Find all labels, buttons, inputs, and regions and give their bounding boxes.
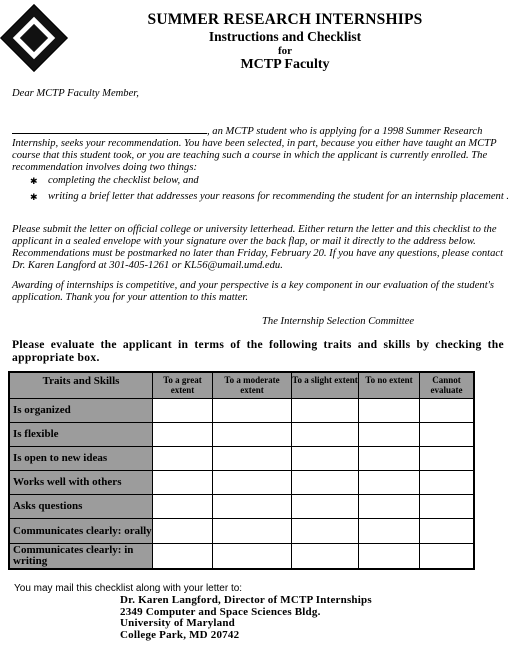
checkbox-cell[interactable]: [153, 399, 213, 423]
checkbox-cell[interactable]: [292, 471, 359, 495]
submission-paragraph: Please submit the letter on official college or university letterhead. Either return the letter and this checklist to the applicant in a sealed envelope with your signature over the back flap, or mail it directly to the address below. Recommendations must be postmarked no later than Friday, February 20. If you have any questions, please contact Dr. Karen Langford at 301-405-1261 or KL56@umail.umd.edu.: [12, 224, 504, 271]
title-connector: for: [277, 45, 293, 57]
checkbox-cell[interactable]: [420, 495, 475, 519]
table-row: [9, 544, 474, 569]
checkbox-cell[interactable]: [213, 399, 292, 423]
checkbox-cell[interactable]: [292, 423, 359, 447]
checklist-instruction: Please evaluate the applicant in terms of the following traits and skills by checking the appropriate box.: [12, 338, 504, 364]
checkbox-cell[interactable]: [292, 544, 359, 569]
intro-paragraph: [12, 124, 514, 174]
table-row: [9, 423, 474, 447]
column-header-traits: Traits and Skills: [9, 372, 153, 399]
trait-label: Is organized: [9, 399, 153, 423]
address-line: Dr. Karen Langford, Director of MCTP Internships: [120, 594, 372, 606]
column-header-slight: To a slight extent: [292, 372, 359, 399]
table-header-row: [9, 372, 474, 399]
mctp-logo: [0, 4, 68, 72]
bullet-icon: ✱: [30, 192, 38, 202]
salutation: Dear MCTP Faculty Member,: [12, 88, 139, 99]
task-list-item: ✱ completing the checklist below, and: [30, 175, 199, 186]
checkbox-cell[interactable]: [292, 447, 359, 471]
checkbox-cell[interactable]: [292, 399, 359, 423]
checkbox-cell[interactable]: [153, 471, 213, 495]
checkbox-cell[interactable]: [420, 471, 475, 495]
checkbox-cell[interactable]: [359, 519, 420, 544]
table-row: [9, 495, 474, 519]
document-subtitle: Instructions and Checklist: [208, 29, 362, 44]
checkbox-cell[interactable]: [359, 423, 420, 447]
checkbox-cell[interactable]: [213, 519, 292, 544]
checkbox-cell[interactable]: [213, 471, 292, 495]
table-row: [9, 471, 474, 495]
checkbox-cell[interactable]: [213, 447, 292, 471]
checkbox-cell[interactable]: [420, 519, 475, 544]
trait-label: Is flexible: [9, 423, 153, 447]
checkbox-cell[interactable]: [359, 447, 420, 471]
checkbox-cell[interactable]: [153, 495, 213, 519]
checkbox-cell[interactable]: [359, 399, 420, 423]
intro-paragraph-text: , an MCTP student who is applying for a 1998 Summer Research Internship, seeks your recommendation. You have been selected, in part, because you either have taught an MCTP course that this student took, or you are teaching such a course in which the applicant is currently enrolled. The recommendation involves doing two things:: [12, 126, 497, 173]
checkbox-cell[interactable]: [420, 399, 475, 423]
trait-label: Is open to new ideas: [9, 447, 153, 471]
address-line: University of Maryland: [120, 617, 236, 629]
trait-label: Communicates clearly: in writing: [9, 544, 153, 569]
address-line: 2349 Computer and Space Sciences Bldg.: [120, 605, 321, 618]
table-row: [9, 519, 474, 544]
checkbox-cell[interactable]: [153, 544, 213, 569]
column-header-moderate: To a moderate extent: [213, 372, 292, 399]
table-row: [9, 399, 474, 423]
checkbox-cell[interactable]: [213, 544, 292, 569]
checkbox-cell[interactable]: [153, 423, 213, 447]
checkbox-cell[interactable]: [292, 495, 359, 519]
closing-paragraph: Awarding of internships is competitive, and your perspective is a key component in our evaluation of the student's application. Thank you for your attention to this matter.: [12, 280, 495, 303]
checkbox-cell[interactable]: [420, 447, 475, 471]
bullet-icon: ✱: [30, 176, 38, 186]
column-header-none: To no extent: [359, 372, 420, 399]
mailing-address: [120, 595, 372, 641]
checkbox-cell[interactable]: [153, 519, 213, 544]
signature-line: The Internship Selection Committee: [262, 316, 415, 327]
checkbox-cell[interactable]: [359, 495, 420, 519]
checkbox-cell[interactable]: [359, 544, 420, 569]
mailing-instruction: You may mail this checklist along with your letter to:: [14, 583, 243, 594]
column-header-great: To a great extent: [153, 372, 213, 399]
checkbox-cell[interactable]: [420, 544, 475, 569]
checkbox-cell[interactable]: [213, 423, 292, 447]
document-title: SUMMER RESEARCH INTERNSHIPS: [147, 11, 423, 28]
title-audience: MCTP Faculty: [240, 57, 330, 72]
trait-label: Works well with others: [9, 471, 153, 495]
trait-label: Asks questions: [9, 495, 153, 519]
checkbox-cell[interactable]: [292, 519, 359, 544]
task-list-item: ✱ writing a brief letter that addresses your reasons for recommending the student for an internship placement .: [30, 191, 510, 202]
title-block: [120, 10, 450, 73]
checkbox-cell[interactable]: [359, 471, 420, 495]
trait-label: Communicates clearly: orally: [9, 519, 153, 544]
checkbox-cell[interactable]: [420, 423, 475, 447]
checkbox-cell[interactable]: [153, 447, 213, 471]
evaluation-table: [8, 371, 475, 570]
task-list: [30, 175, 514, 203]
checkbox-cell[interactable]: [213, 495, 292, 519]
table-row: [9, 447, 474, 471]
address-line: College Park, MD 20742: [120, 628, 240, 641]
column-header-cannot: Cannot evaluate: [420, 372, 475, 399]
student-name-blank[interactable]: [12, 124, 207, 134]
